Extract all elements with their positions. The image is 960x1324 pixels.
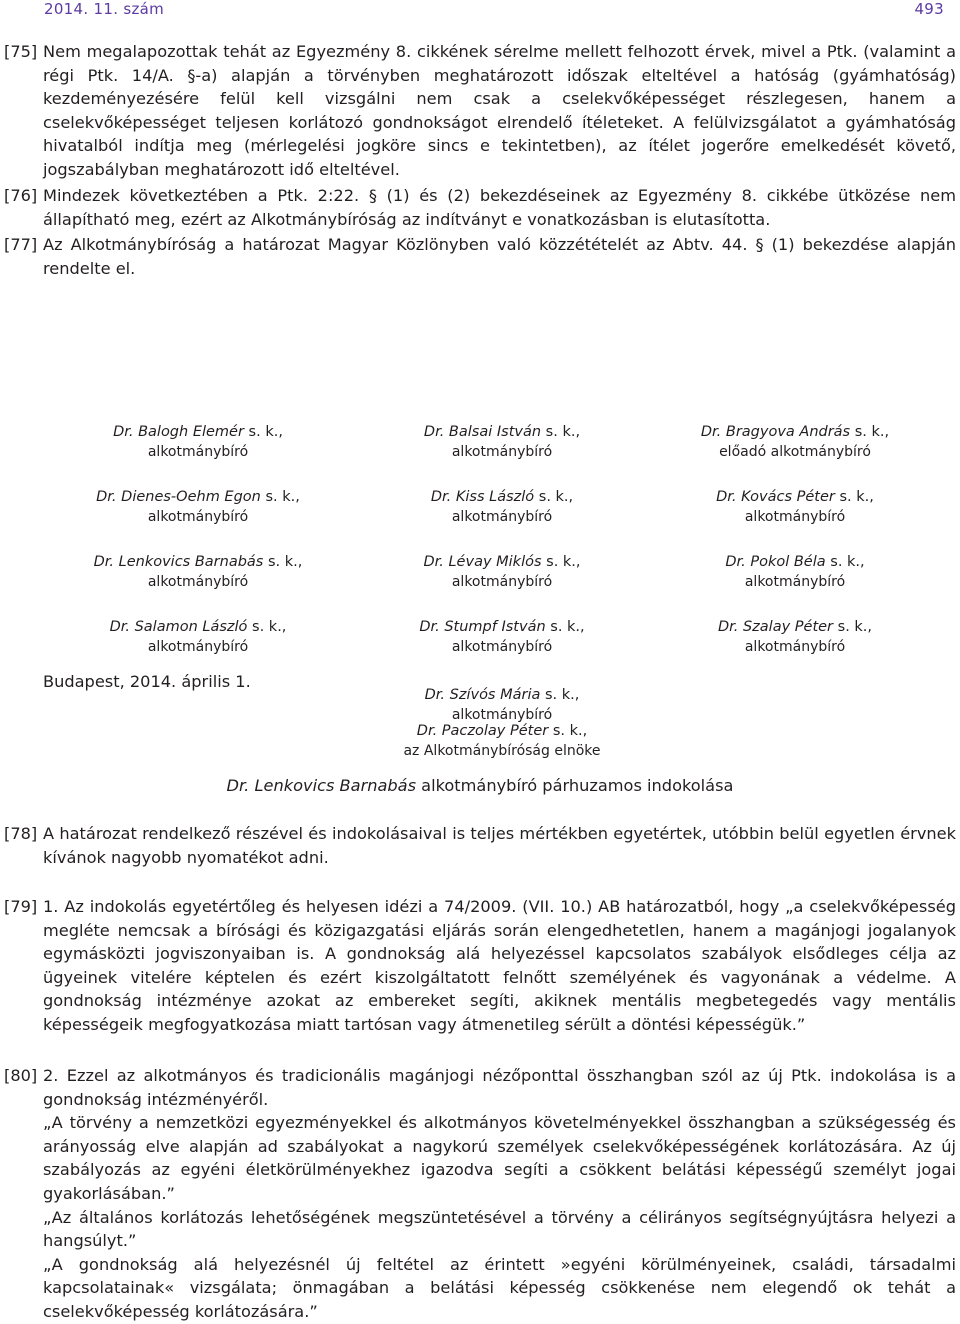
signatory-role: az Alkotmánybíróság elnöke	[403, 743, 601, 759]
paragraph-text	[43, 822, 956, 869]
signatory-role: alkotmánybíró	[744, 509, 846, 525]
paragraph-text: Az Alkotmánybíróság a határozat Magyar Közlönyben való közzétételét az Abtv. 44. § (1) bekezdése alapján rendelte el.	[43, 235, 956, 278]
signatory-role: alkotmánybíró	[147, 444, 249, 460]
signatory-name: Dr. Szalay Péter	[717, 619, 834, 635]
signatory-name: Dr. Balsai István	[423, 424, 542, 440]
paragraph-76	[4, 184, 956, 231]
concurrence-title	[0, 776, 960, 795]
signatory-name: Dr. Bragyova András	[700, 424, 851, 440]
signatory-suffix: s. k.,	[540, 687, 580, 703]
paragraph-line: „A gondnokság alá helyezésnél új feltétel az érintett »egyéni körülményeinek, családi, társadalmi kapcsolatainak« vizsgálata; önmagában a belátási képesség csökkenése nem elegendő ok tehát a cselekvőképesség korlátozására.”	[43, 1254, 956, 1321]
paragraph-75	[4, 40, 956, 182]
paragraph-number: [80]	[4, 1066, 38, 1085]
signatory-name: Dr. Dienes-Oehm Egon	[96, 489, 261, 505]
issue-label: 2014. 11. szám	[44, 0, 165, 18]
paragraph-number: [75]	[4, 42, 38, 61]
paragraph-text: Nem megalapozottak tehát az Egyezmény 8. cikkének sérelme mellett felhozott érvek, mivel a Ptk. (valamint a régi Ptk. 14/A. §-a) alapján a törvényben meghatározott időszak elteltével a hatóság (gyámhatóság) kezdeményezésére felül kell vizsgálni nem csak a cselekvőképességet részlegesen, hanem a cselekvőképességet teljesen korlátozó gondnokságot elrendelő ítéleteket. A felülvizsgálatot a gyámhatóság hivatalból indítja meg (mérlegelési jogköre sincs e tekintetben), az ítélet jogerőre emelkedését követő, jogszabályban meghatározott idő elteltével.	[43, 42, 956, 179]
concurrence-title-rest: alkotmánybíró párhuzamos indokolása	[416, 776, 734, 795]
paragraph-text: Mindezek következtében a Ptk. 2:22. § (1) és (2) bekezdéseinek az Egyezmény 8. cikkébe ütközése nem állapítható meg, ezért az Alkotmánybíróság az indítványt e vonatkozásban is elutasította.	[43, 186, 956, 229]
signatory-role: alkotmánybíró	[451, 707, 553, 723]
signatory-suffix: s. k.,	[541, 424, 581, 440]
paragraph-text	[43, 895, 956, 1037]
paragraph-text	[43, 1064, 956, 1324]
signatory-role: alkotmánybíró	[451, 509, 553, 525]
signatory-name: Dr. Kovács Péter	[716, 489, 835, 505]
signatory-name: Dr. Szívós Mária	[424, 687, 541, 703]
paragraph-line: „Az általános korlátozás lehetőségének megszüntetésével a törvény a célirányos segítségnyújtásra helyezi a hangsúlyt.”	[43, 1207, 956, 1251]
paragraph-number: [79]	[4, 897, 38, 916]
signatory-role: alkotmánybíró	[744, 639, 846, 655]
paragraph-line: „A törvény a nemzetközi egyezményekkel és alkotmányos követelményekkel összhangban a szükségesség és arányosság elve alapján ad szabályokat a nagykorú személyek cselekvőképességének korlátozására. Az új szabályozás az egyéni életkörülményekhez igazodva segíti a csökkent belátási képességű személyt jogai gyakorlásában.”	[43, 1113, 956, 1203]
signature-block	[352, 487, 652, 527]
paragraph-line: 2. Ezzel az alkotmányos és tradicionális magánjogi nézőponttal összhangban szól az új Ptk. indokolása is a gondnokság intézményéről.	[43, 1066, 956, 1109]
signatory-role: előadó alkotmánybíró	[719, 444, 871, 460]
signature-block	[645, 552, 945, 592]
signatory-name: Dr. Stumpf István	[419, 619, 546, 635]
signature-president	[352, 721, 652, 761]
paragraph-line: 1. Az indokolás egyetértőleg és helyesen idézi a 74/2009. (VII. 10.) AB határozatból, hogy „a cselekvőképesség megléte nemcsak a bírósági és közigazgatási eljárás során elengedhetetlen, hanem a magánjogi jogalanyok egymásközti jogviszonyaiban is. A gondnokság alá helyezéssel kapcsolatos szabályok elsődleges célja az ügyeinek vitelére képtelen és ezért kiszolgáltatott felnőtt személyének és vagyonának a védelme. A gondnokság intézménye azokat az embereket segíti, akiknek mentális megbetegedés vagy mentális képességeik megfogyatkozása miatt tartósan vagy átmenetileg sérült a döntési képességük.”	[43, 897, 956, 1034]
signatory-suffix: s. k.,	[260, 489, 300, 505]
running-header	[0, 0, 960, 20]
signature-block	[48, 617, 348, 657]
signatory-name: Dr. Pokol Béla	[725, 554, 826, 570]
paragraph-79	[4, 895, 956, 1037]
signatory-suffix: s. k.,	[247, 619, 287, 635]
signatory-suffix: s. k.,	[243, 424, 283, 440]
paragraph-78	[4, 822, 956, 869]
signatory-name: Dr. Kiss László	[430, 489, 535, 505]
paragraph-number: [78]	[4, 824, 38, 843]
signatory-name: Dr. Salamon László	[109, 619, 248, 635]
paragraph-77	[4, 233, 956, 280]
concurrence-author: Dr. Lenkovics Barnabás	[226, 776, 417, 795]
signature-block	[352, 617, 652, 657]
signature-block	[645, 617, 945, 657]
signatory-suffix: s. k.,	[541, 554, 581, 570]
signatory-role: alkotmánybíró	[147, 509, 249, 525]
signatory-name: Dr. Paczolay Péter	[416, 723, 549, 739]
signatory-role: alkotmánybíró	[451, 574, 553, 590]
signatory-suffix: s. k.,	[825, 554, 865, 570]
signature-block	[48, 552, 348, 592]
signatory-name: Dr. Lenkovics Barnabás	[93, 554, 264, 570]
paragraph-number: [76]	[4, 186, 38, 205]
signatory-suffix: s. k.,	[263, 554, 303, 570]
paragraph-line: A határozat rendelkező részével és indokolásaival is teljes mértékben egyetértek, utóbbin belül egyetlen érvnek kívánok nagyobb nyomatékot adni.	[43, 824, 956, 867]
signatory-name: Dr. Balogh Elemér	[113, 424, 244, 440]
signatory-role: alkotmánybíró	[147, 574, 249, 590]
signatory-suffix: s. k.,	[833, 619, 873, 635]
signatory-role: alkotmánybíró	[451, 639, 553, 655]
signatory-role: alkotmánybíró	[744, 574, 846, 590]
signatory-suffix: s. k.,	[834, 489, 874, 505]
signature-block	[352, 552, 652, 592]
signature-block	[352, 685, 652, 725]
signature-block	[48, 487, 348, 527]
signature-block	[645, 422, 945, 462]
paragraph-80	[4, 1064, 956, 1324]
signature-block	[352, 422, 652, 462]
page-number: 493	[914, 0, 944, 18]
paragraph-number: [77]	[4, 235, 38, 254]
place-date: Budapest, 2014. április 1.	[43, 672, 251, 691]
signatory-suffix: s. k.,	[534, 489, 574, 505]
signatory-suffix: s. k.,	[850, 424, 890, 440]
signatory-role: alkotmánybíró	[451, 444, 553, 460]
signatory-suffix: s. k.,	[545, 619, 585, 635]
signatory-name: Dr. Lévay Miklós	[423, 554, 542, 570]
signature-block	[48, 422, 348, 462]
signatory-suffix: s. k.,	[548, 723, 588, 739]
signatory-role: alkotmánybíró	[147, 639, 249, 655]
signature-block	[645, 487, 945, 527]
